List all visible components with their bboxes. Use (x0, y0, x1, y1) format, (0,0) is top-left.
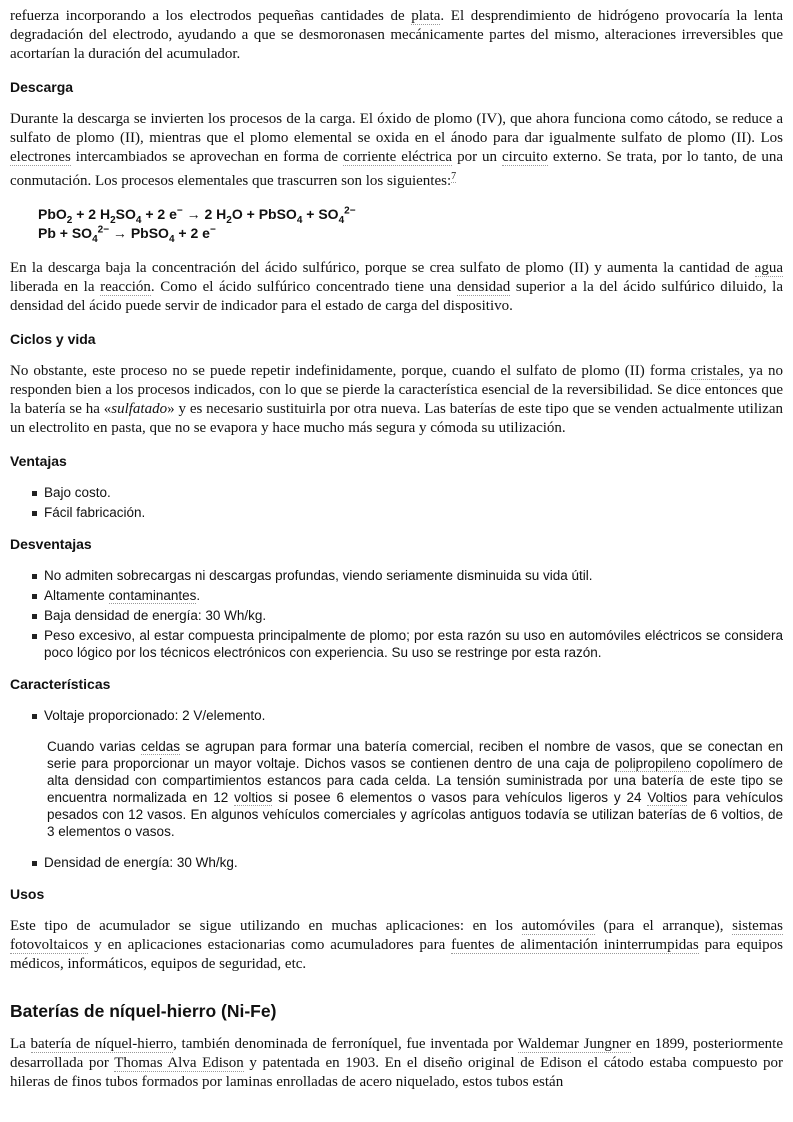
subscript: 4 (338, 214, 345, 226)
section-heading: Ciclos y vida (10, 331, 96, 347)
section-heading: Características (10, 676, 111, 692)
text-segment: + 2 e (141, 206, 177, 222)
paragraph (10, 7, 783, 64)
text-segment: Voltaje proporcionado: 2 V/elemento. (44, 708, 266, 723)
bullet-list (10, 707, 783, 724)
paragraph (10, 110, 783, 191)
text-segment: Durante la descarga se invierten los procesos de la carga. El óxido de plomo (IV), que ahora funciona como cátodo, se reduce a sulfato de plomo (II), mientras que el plomo elemental se oxida en el ánodo para dar igualmente sulfato de plomo (II). Los (10, 111, 783, 146)
section-heading: Usos (10, 886, 45, 902)
subscript: 2 (110, 214, 116, 226)
text-segment: Fácil fabricación. (44, 505, 146, 520)
text-segment: + SO (302, 206, 339, 222)
article-link[interactable]: celdas (141, 739, 181, 754)
list-item (32, 567, 783, 584)
superscript: − (176, 205, 183, 217)
subscript: 2 (66, 214, 73, 226)
text-segment: » y es necesario sustituirla por otra nueva. Las baterías de este tipo que se venden actualmente utilizan un electrolito en pasta, que no se evapora y hace mucho más segura y cómoda su utilización. (10, 401, 783, 436)
bullet-list (10, 567, 783, 661)
list-item (32, 707, 783, 724)
indented-paragraph (47, 738, 783, 840)
text-segment: No obstante, este proceso no se puede repetir indefinidamente, porque, cuando el sulfato de plomo (II) forma (10, 363, 691, 379)
text-segment: si posee 6 elementos o vasos para vehículos ligeros y 24 (272, 790, 648, 805)
text-segment: liberada en la (10, 279, 101, 295)
subscript: 4 (296, 214, 303, 226)
list-item (32, 627, 783, 661)
list-item (32, 587, 783, 604)
text-segment: y patentada en 1903. En el diseño original de Edison el cátodo estaba compuesto por hileras de finos tubos formados por laminas enrolladas de acero niquelado, estos tubos están (10, 1055, 783, 1090)
article-link[interactable]: voltios (234, 790, 273, 805)
text-segment: O + PbSO (231, 206, 297, 222)
text-segment: se agrupan para formar una batería comercial, reciben el nombre de vasos, que se conectan en serie para proporcionar un mayor voltaje. Dichos vasos se contienen dentro de una caja de (47, 739, 783, 771)
section-heading: Descarga (10, 79, 74, 95)
text-segment: → 2 H (182, 206, 227, 222)
paragraph (10, 259, 783, 316)
superscript: 2− (97, 224, 110, 236)
text-segment: SO (115, 206, 136, 222)
text-segment: en 1899, posteriormente desarrollada por (10, 1036, 784, 1071)
article-link[interactable]: Waldemar Jungner (517, 1036, 632, 1052)
article-link[interactable]: corriente eléctrica (343, 149, 453, 165)
subscript: 2 (226, 214, 232, 226)
emphasis-text: sulfatado (111, 401, 168, 417)
text-segment: Densidad de energía: 30 Wh/kg. (44, 855, 238, 870)
article-link[interactable]: Voltios (647, 790, 688, 805)
subscript: 4 (135, 214, 142, 226)
text-segment: En la descarga baja la concentración del ácido sulfúrico, porque se crea sulfato de plomo (II) y aumenta la cantidad de (10, 260, 755, 276)
text-segment: Baja densidad de energía: 30 Wh/kg. (44, 608, 267, 623)
subscript: 4 (92, 233, 98, 245)
paragraph (10, 917, 783, 974)
article-link[interactable]: fuentes de alimentación ininterrumpidas (451, 937, 699, 953)
text-segment: Este tipo de acumulador se sigue utilizando en muchas aplicaciones: en los (10, 918, 522, 934)
article-link[interactable]: sistemas fotovoltaicos (10, 918, 784, 953)
section-heading: Desventajas (10, 536, 92, 552)
text-segment: superior a la del ácido sulfúrico diluido, la densidad del ácido puede servir de indicador para el estado de carga del dispositivo. (10, 279, 783, 314)
text-segment: . Como el ácido sulfúrico concentrado tiene una (150, 279, 457, 295)
text-segment: Bajo costo. (44, 485, 111, 500)
bullet-list (10, 854, 783, 871)
text-segment: para vehículos pesados con 12 vasos. En algunos vehículos comerciales y agrícolas antiguos todavía se utilizan baterías de 6 voltios, de 3 elementos o vasos. (47, 790, 783, 839)
list-item (32, 607, 783, 624)
text-segment: por un (452, 149, 503, 165)
chemical-equations (38, 205, 783, 243)
section-heading: Ventajas (10, 453, 67, 469)
chemical-equation (38, 205, 783, 224)
text-segment: para equipos médicos, informáticos, equipos de seguridad, etc. (10, 937, 783, 972)
article-link[interactable]: circuito (502, 149, 548, 165)
article-link[interactable]: plata (411, 8, 441, 24)
subscript: 4 (168, 233, 175, 245)
bullet-list (10, 484, 783, 521)
text-segment: Pb + SO (38, 225, 93, 241)
article-link[interactable]: reacción (100, 279, 151, 295)
chemical-equation (38, 224, 783, 243)
text-segment: (para el arranque), (594, 918, 733, 934)
superscript: − (209, 224, 216, 236)
article-link[interactable]: automóviles (521, 918, 595, 934)
article-link[interactable]: polipropileno (614, 756, 692, 771)
section-title: Baterías de níquel-hierro (Ni-Fe) (10, 1001, 277, 1021)
text-segment: Cuando varias (47, 739, 142, 754)
text-segment: . (196, 588, 201, 603)
text-segment: Peso excesivo, al estar compuesta principalmente de plomo; por esta razón su uso en automóviles eléctricos se considera poco lógico por los técnicos electrónicos con experiencia. Su uso se restringe por esta razón. (44, 628, 783, 660)
article-link[interactable]: agua (754, 260, 783, 276)
superscript: 2− (344, 205, 356, 217)
text-segment: → PbSO (109, 225, 169, 241)
text-segment: PbO (38, 206, 67, 222)
article-link[interactable]: contaminantes (108, 588, 197, 603)
text-segment: externo. Se trata, por lo tanto, de una conmutación. Los procesos elementales que trascurren son los siguientes: (10, 149, 783, 189)
text-segment: copolímero de alta densidad con compartimientos estancos para cada celda. La tensión suministrada por una batería de este tipo se encuentra normalizada en 12 (47, 756, 783, 805)
text-segment: No admiten sobrecargas ni descargas profundas, viendo seriamente disminuida su vida útil. (44, 568, 593, 583)
list-item (32, 484, 783, 501)
text-segment: Altamente (44, 588, 109, 603)
text-segment: + 2 e (174, 225, 210, 241)
article-link[interactable]: electrones (10, 149, 71, 165)
article-link[interactable]: cristales (690, 363, 740, 379)
list-item (32, 854, 783, 871)
paragraph (10, 1035, 783, 1092)
text-segment: + 2 H (72, 206, 111, 222)
text-segment: refuerza incorporando a los electrodos pequeñas cantidades de (10, 8, 412, 24)
paragraph (10, 362, 783, 438)
text-segment: . El desprendimiento de hidrógeno provocaría la lenta degradación del electrodo, ayudando a que se desmoronasen mecánicamente partes del mismo, alteraciones irreversibles que acortarían la duración del acumulador. (10, 8, 783, 62)
article-link[interactable]: batería de níquel-hierro (30, 1036, 174, 1052)
reference-link[interactable]: 7 (451, 171, 457, 182)
text-segment: , también denominada de ferroníquel, fue inventada por (173, 1036, 518, 1052)
text-segment: La (10, 1036, 31, 1052)
article-content (10, 7, 783, 1106)
article-link[interactable]: densidad (456, 279, 511, 295)
text-segment: y en aplicaciones estacionarias como acumuladores para (88, 937, 452, 953)
article-link[interactable]: Thomas Alva Edison (114, 1055, 244, 1071)
text-segment: intercambiados se aprovechan en forma de (70, 149, 344, 165)
list-item (32, 504, 783, 521)
text-segment: , ya no responden bien a los procesos indicados, con lo que se pierde la característica esencial de la reversibilidad. Se dice entonces que la batería se ha « (10, 363, 783, 417)
